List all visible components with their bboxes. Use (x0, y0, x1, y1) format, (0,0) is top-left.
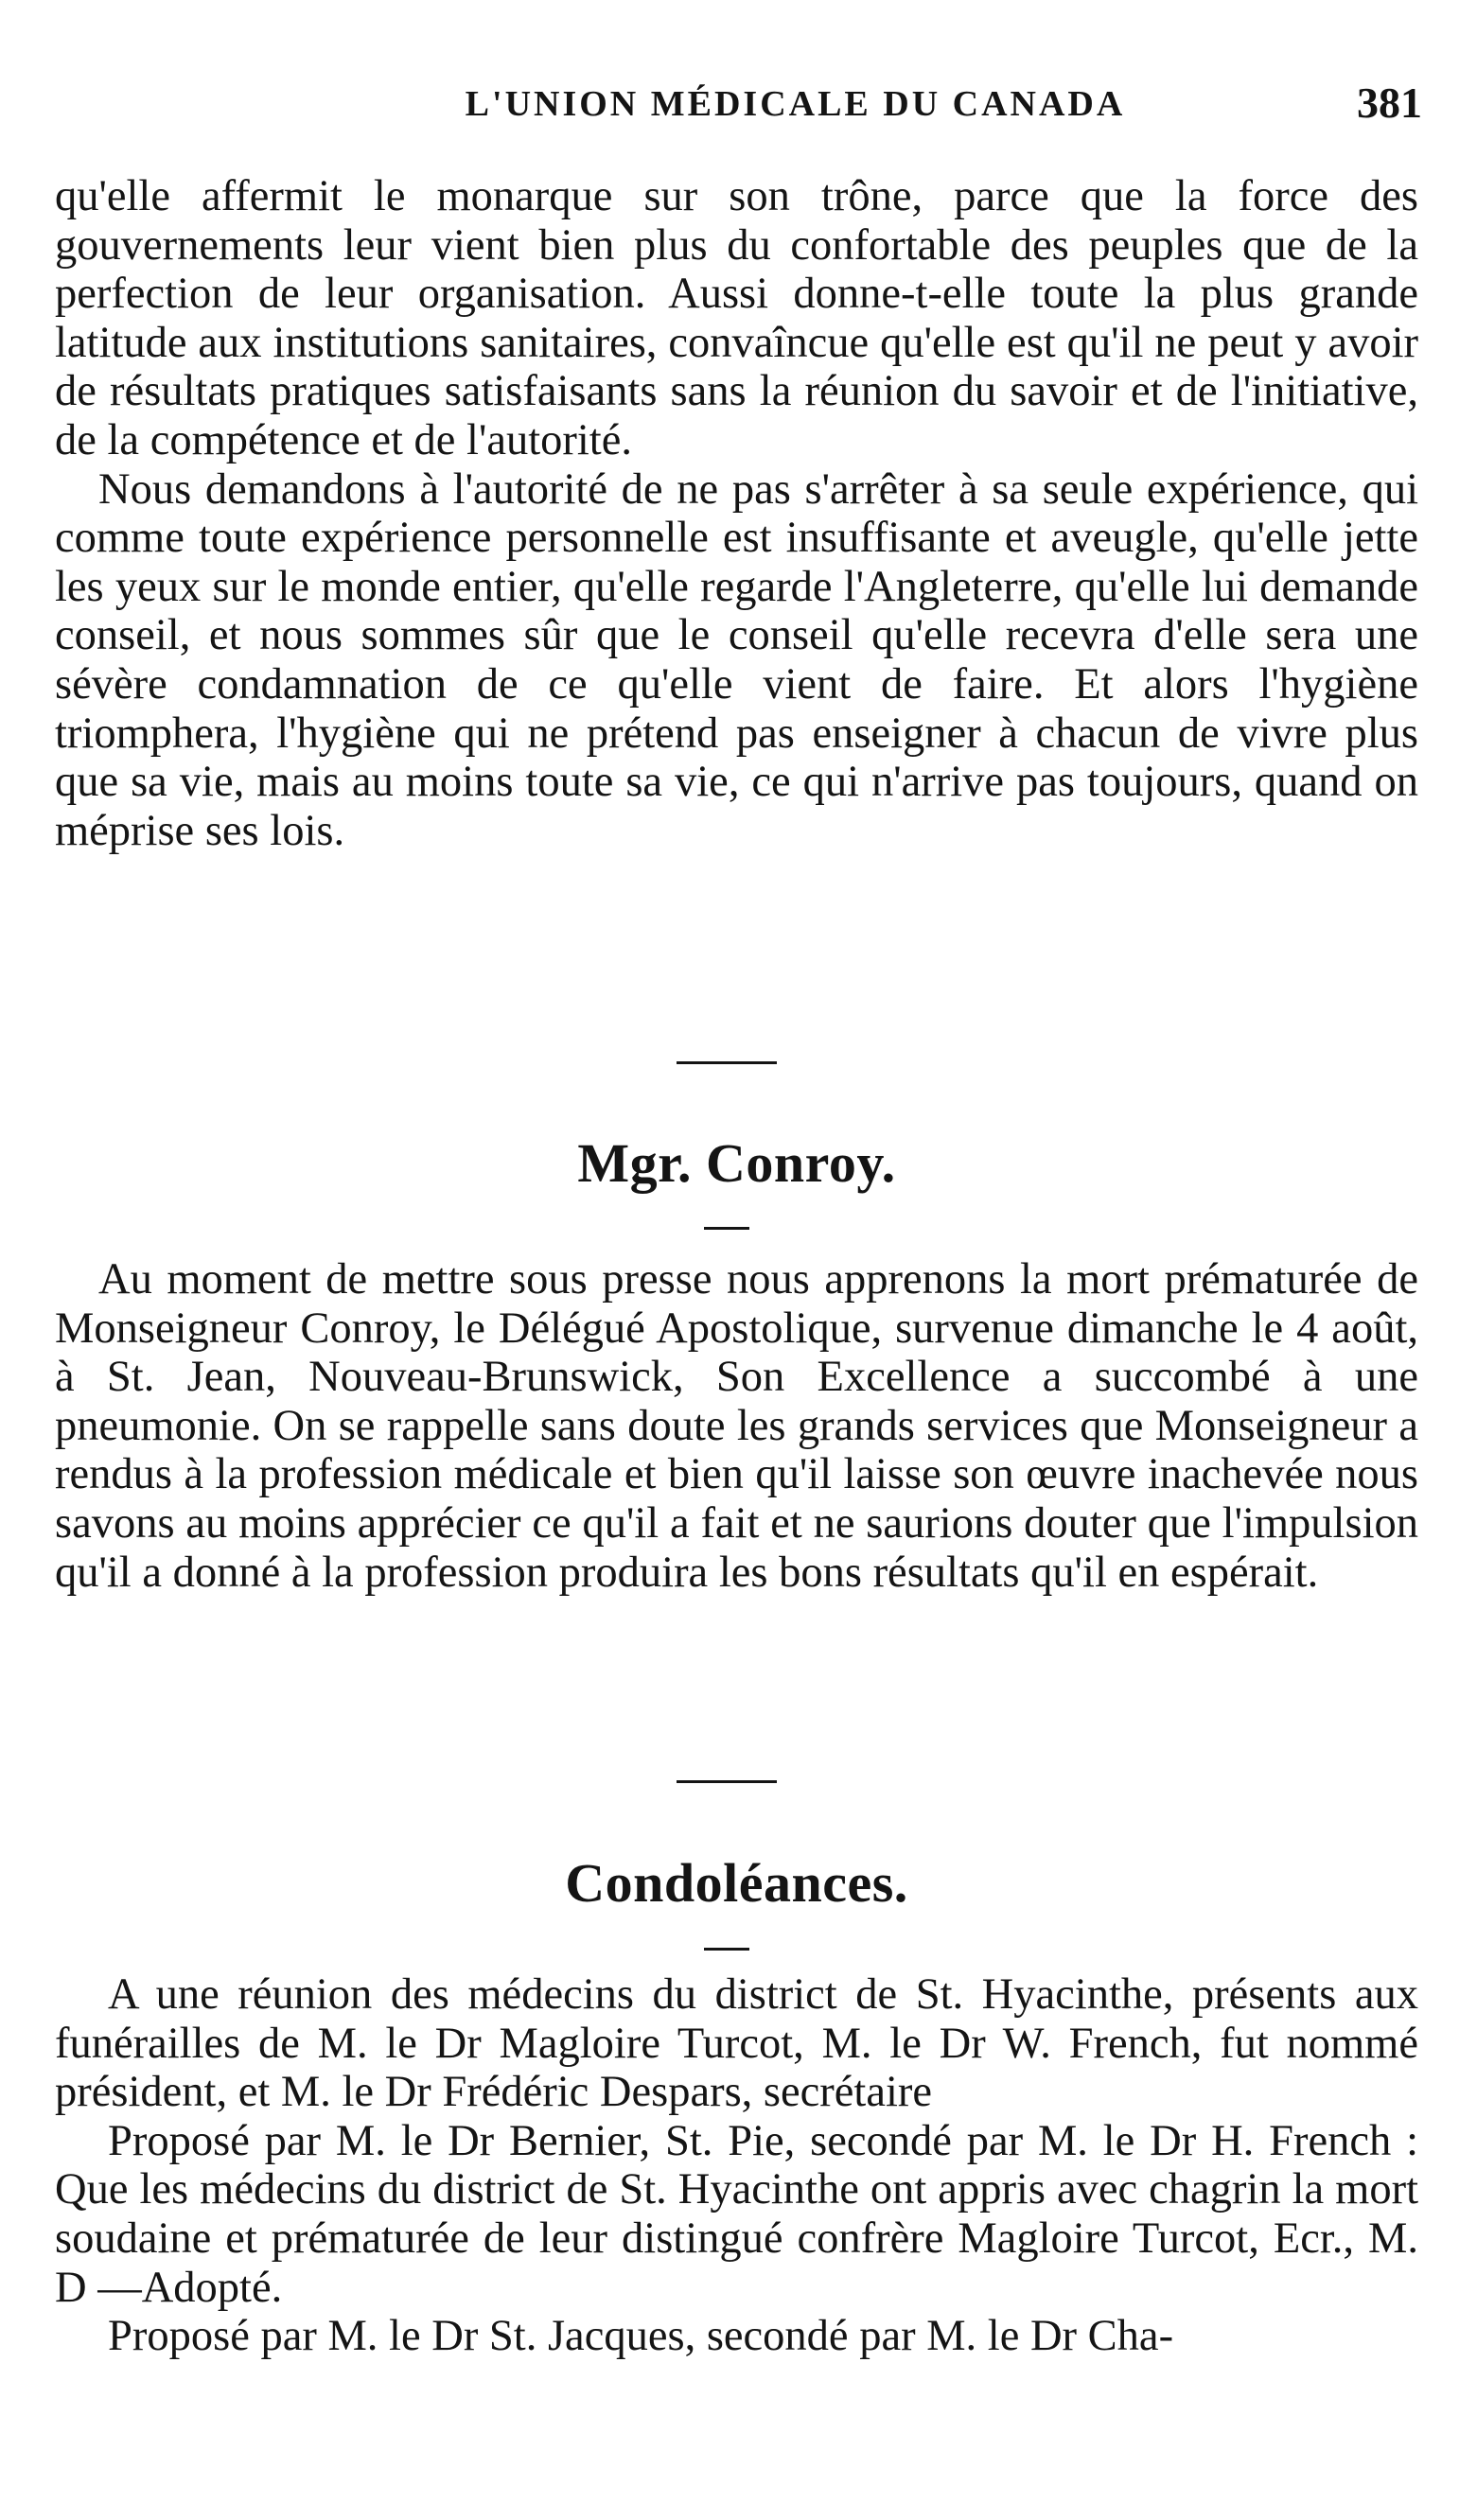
page-number: 381 (1357, 79, 1422, 127)
journal-title: L'UNION MÉDICALE DU CANADA (465, 84, 1126, 124)
title-underline (704, 1227, 749, 1230)
condoleances-text (55, 1970, 1418, 2361)
section-title-conroy: Mgr. Conroy. (577, 1132, 896, 1194)
section-divider (677, 1780, 777, 1783)
conroy-text (55, 1255, 1418, 1597)
intro-paragraph-1: qu'elle affermit le monarque sur son trône, parce que la force des gouvernements leur vient bien plus du confortable des peuples que de la perfection de leur organisation. Aussi donne-t-elle toute la plus grande latitude aux institutions sanitaires, convaîncue qu'elle est qu'il ne peut y avoir de résultats pratiques satisfaisants sans la réunion du savoir et de l'initiative, de la compétence et de l'autorité. (55, 172, 1418, 464)
section-title-condoleances: Condoléances. (565, 1852, 908, 1914)
title-underline (704, 1948, 749, 1951)
running-head (55, 79, 1422, 140)
condoleances-paragraph-2: Proposé par M. le Dr Bernier, St. Pie, secondé par M. le Dr H. French : Que les médecins du district de St. Hyacinthe ont appris avec chagrin la mort soudaine et prématurée de leur distingué confrère Magloire Turcot, Ecr., M. D —Adopté. (55, 2116, 1418, 2312)
section-divider (677, 1061, 777, 1064)
intro-paragraph-2: Nous demandons à l'autorité de ne pas s'arrêter à sa seule expérience, qui comme toute expérience personnelle est insuffisante et aveugle, qu'elle jette les yeux sur le monde entier, qu'elle regarde l'Angleterre, qu'elle lui demande conseil, et nous sommes sûr que le conseil qu'elle recevra d'elle sera une sévère condamnation de ce qu'elle vient de faire. Et alors l'hygiène triomphera, l'hygiène qui ne prétend pas enseigner à chacun de vivre plus que sa vie, mais au moins toute sa vie, ce qui n'arrive pas toujours, quand on méprise ses lois. (55, 464, 1418, 855)
intro-text (55, 172, 1418, 855)
condoleances-paragraph-1: A une réunion des médecins du district de St. Hyacinthe, présents aux funérailles de M. le Dr Magloire Turcot, M. le Dr W. French, fut nommé président, et M. le Dr Frédéric Despars, secrétaire (55, 1970, 1418, 2117)
condoleances-paragraph-3: Proposé par M. le Dr St. Jacques, secondé par M. le Dr Cha- (108, 2312, 1174, 2361)
conroy-paragraph-1: Au moment de mettre sous presse nous apprenons la mort prématurée de Monseigneur Conroy, le Délégué Apostolique, survenue dimanche le 4 août, à St. Jean, Nouveau-Brunswick, Son Excellence a succombé à une pneumonie. On se rappelle sans doute les grands services que Monseigneur a rendus à la profession médicale et bien qu'il laisse son œuvre inachevée nous savons au moins apprécier ce qu'il a fait et ne saurions douter que l'impulsion qu'il a donné à la profession produira les bons résultats qu'il en espérait. (55, 1255, 1418, 1597)
